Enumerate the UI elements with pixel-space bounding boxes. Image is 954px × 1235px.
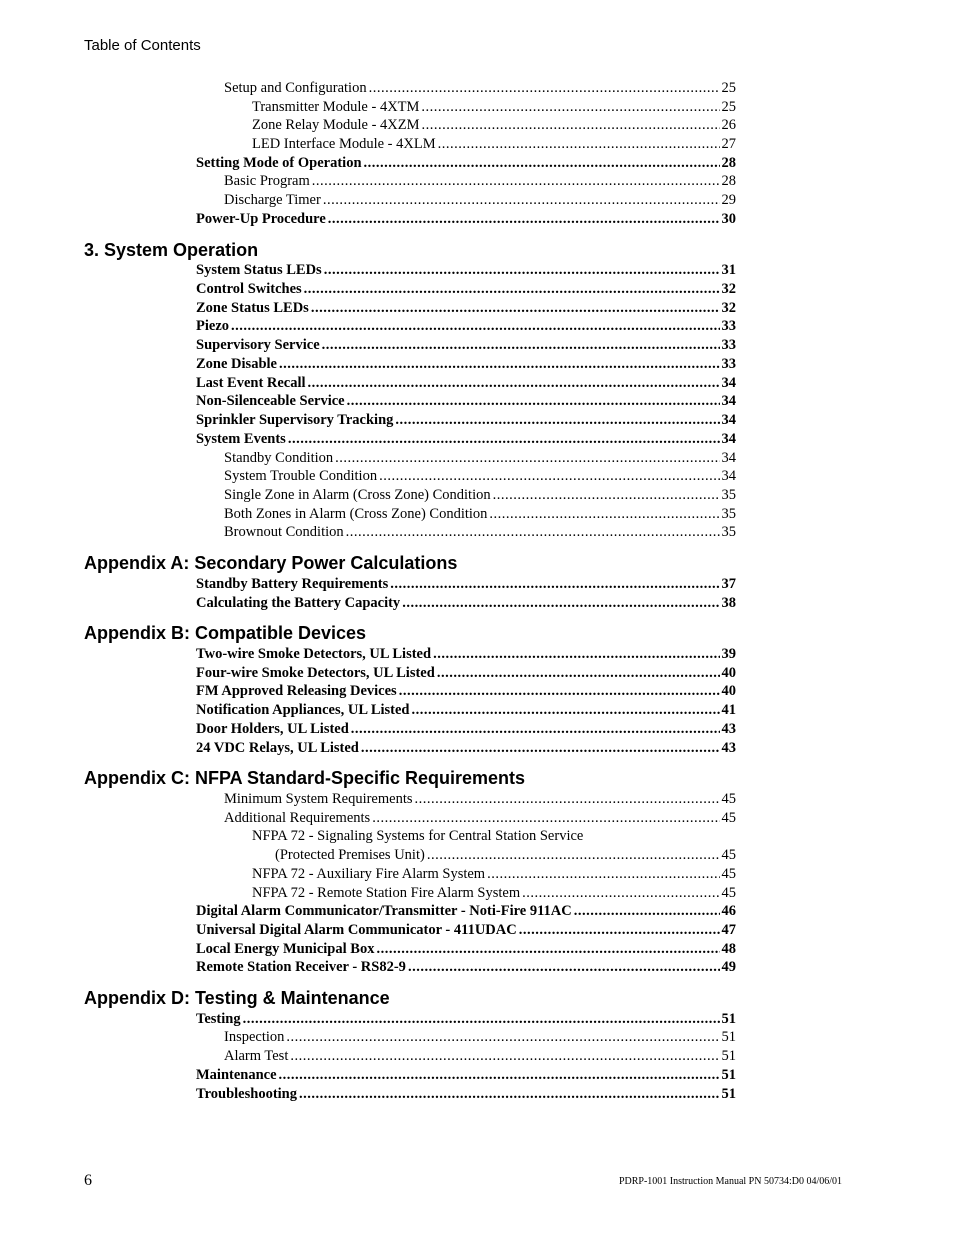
toc-entry-title: Both Zones in Alarm (Cross Zone) Condition [224, 506, 488, 522]
toc-entry[interactable] [196, 575, 736, 594]
leader-dots [346, 523, 720, 542]
leader-dots [312, 172, 720, 191]
leader-dots [390, 575, 719, 594]
toc-entry[interactable] [196, 701, 736, 720]
leader-dots [415, 790, 720, 809]
toc-entry[interactable] [196, 392, 736, 411]
toc-entry-page: 38 [721, 595, 736, 611]
toc-entry-page: 28 [721, 155, 736, 171]
toc-entry-title: Inspection [224, 1029, 285, 1045]
toc-entry[interactable] [252, 135, 736, 154]
leader-dots [308, 374, 720, 393]
leader-dots [322, 336, 720, 355]
toc-entry[interactable] [196, 1010, 736, 1029]
leader-dots [288, 430, 720, 449]
toc-entry-title: FM Approved Releasing Devices [196, 683, 397, 699]
toc-entry[interactable] [196, 902, 736, 921]
toc-entry-page: 35 [721, 506, 736, 522]
toc-entry[interactable] [196, 210, 736, 229]
toc-entry-title: Setup and Configuration [224, 80, 367, 96]
leader-dots [372, 809, 719, 828]
toc-entry[interactable] [196, 280, 736, 299]
toc-entry[interactable] [196, 430, 736, 449]
toc-entry[interactable] [196, 261, 736, 280]
toc-entry[interactable] [196, 1066, 736, 1085]
toc-entry-title: Remote Station Receiver - RS82-9 [196, 959, 406, 975]
toc-entry-page: 40 [721, 683, 736, 699]
toc-entry-title: Local Energy Municipal Box [196, 941, 375, 957]
toc-entry-page: 34 [721, 431, 736, 447]
leader-dots [522, 884, 719, 903]
toc-entry[interactable] [196, 594, 736, 613]
toc-entry[interactable] [196, 958, 736, 977]
leader-dots [279, 355, 720, 374]
leader-dots [422, 116, 720, 135]
toc-entry[interactable] [224, 1047, 736, 1066]
section-heading[interactable]: Appendix A: Secondary Power Calculations [84, 553, 458, 573]
toc-entry[interactable] [196, 739, 736, 758]
leader-dots [376, 940, 719, 959]
toc-entry[interactable] [252, 98, 736, 117]
toc-entry-page: 43 [721, 721, 736, 737]
toc-entry-page: 39 [721, 646, 736, 662]
toc-entry-page: 33 [721, 318, 736, 334]
toc-entry-page: 25 [721, 80, 736, 96]
toc-entry-title: Calculating the Battery Capacity [196, 595, 401, 611]
toc-entry-page: 45 [721, 791, 736, 807]
toc-entry-title: Brownout Condition [224, 524, 344, 540]
toc-entry[interactable] [252, 116, 736, 135]
toc-entry[interactable] [252, 865, 736, 884]
toc-entry-page: 26 [721, 117, 736, 133]
leader-dots [402, 594, 719, 613]
toc-entry-title: Zone Disable [196, 356, 277, 372]
toc-entry-title: NFPA 72 - Remote Station Fire Alarm System [252, 885, 521, 901]
toc-entry-page: 32 [721, 300, 736, 316]
toc-entry[interactable] [196, 1085, 736, 1104]
toc-entry-page: 46 [721, 903, 736, 919]
toc-entry[interactable] [224, 790, 736, 809]
toc-entry-title: Door Holders, UL Listed [196, 721, 349, 737]
document-footer: PDRP-1001 Instruction Manual PN 50734:D0 04/06/01 [618, 1176, 842, 1187]
toc-entry[interactable] [196, 940, 736, 959]
toc-entry[interactable] [224, 191, 736, 210]
section-heading[interactable]: Appendix D: Testing & Maintenance [84, 988, 390, 1008]
toc-entry[interactable] [224, 79, 736, 98]
leader-dots [243, 1010, 720, 1029]
toc-entry-page: 33 [721, 337, 736, 353]
toc-entry-title: Basic Program [224, 173, 310, 189]
toc-entry[interactable] [196, 921, 736, 940]
toc-entry[interactable] [224, 523, 736, 542]
leader-dots [324, 261, 720, 280]
section-heading[interactable]: Appendix C: NFPA Standard-Specific Requirements [84, 768, 526, 788]
leader-dots [433, 645, 719, 664]
toc-entry[interactable] [224, 449, 736, 468]
leader-dots [323, 191, 720, 210]
toc-entry[interactable] [196, 664, 736, 683]
toc-entry-page: 45 [721, 885, 736, 901]
toc-entry-title: Digital Alarm Communicator/Transmitter - Noti-Fire 911AC [196, 903, 572, 919]
toc-entry-page: 47 [721, 922, 736, 938]
toc-entry-title: Notification Appliances, UL Listed [196, 702, 410, 718]
toc-entry[interactable] [224, 1028, 736, 1047]
toc-entry-page: 33 [721, 356, 736, 372]
leader-dots [489, 505, 719, 524]
leader-dots [361, 739, 720, 758]
toc-entry[interactable] [196, 355, 736, 374]
toc-entry[interactable] [196, 645, 736, 664]
toc-entry-page: 51 [721, 1011, 736, 1027]
toc-entry-title: LED Interface Module - 4XLM [252, 136, 436, 152]
toc-entry-title: System Trouble Condition [224, 468, 378, 484]
toc-entry-page: 34 [721, 468, 736, 484]
toc-entry-page: 31 [721, 262, 736, 278]
leader-dots [351, 720, 720, 739]
toc-entry-title: Discharge Timer [224, 192, 321, 208]
toc-entry-page: 29 [721, 192, 736, 208]
toc-entry-title: Additional Requirements [224, 810, 371, 826]
toc-entry[interactable] [224, 505, 736, 524]
toc-entry[interactable] [196, 336, 736, 355]
toc-entry-page: 34 [721, 393, 736, 409]
toc-entry[interactable] [224, 172, 736, 191]
toc-entry-title: NFPA 72 - Auxiliary Fire Alarm System [252, 866, 486, 882]
running-header: Table of Contents [84, 37, 201, 54]
leader-dots [408, 958, 720, 977]
toc-entry-title: Last Event Recall [196, 375, 306, 391]
toc-entry-page: 40 [721, 665, 736, 681]
toc-entry-title: Single Zone in Alarm (Cross Zone) Condition [224, 487, 491, 503]
toc-entry-title: 24 VDC Relays, UL Listed [196, 740, 359, 756]
leader-dots [347, 392, 720, 411]
leader-dots [438, 135, 720, 154]
toc-entry-page: 37 [721, 576, 736, 592]
toc-entry[interactable] [196, 154, 736, 173]
toc-entry-page: 35 [721, 524, 736, 540]
leader-dots [304, 280, 720, 299]
toc-entry-title: Two-wire Smoke Detectors, UL Listed [196, 646, 432, 662]
toc-entry-title: Transmitter Module - 4XTM [252, 99, 420, 115]
leader-dots [335, 449, 719, 468]
toc-entry-page: 41 [721, 702, 736, 718]
toc-entry-page: 34 [721, 375, 736, 391]
leader-dots [412, 701, 720, 720]
toc-entry-title: Setting Mode of Operation [196, 155, 362, 171]
toc-entry[interactable] [196, 299, 736, 318]
toc-entry[interactable] [275, 846, 736, 865]
toc-entry-page: 32 [721, 281, 736, 297]
toc-entry-page: 45 [721, 847, 736, 863]
toc-entry-title: System Status LEDs [196, 262, 322, 278]
leader-dots [369, 79, 720, 98]
toc-entry-title: Alarm Test [224, 1048, 289, 1064]
leader-dots [519, 921, 720, 940]
toc-entry-title: Piezo [196, 318, 230, 334]
toc-entry[interactable] [252, 827, 736, 846]
toc-entry-page: 45 [721, 866, 736, 882]
page-number: 6 [84, 1172, 92, 1189]
toc-entry-page: 48 [721, 941, 736, 957]
toc-entry-title: Control Switches [196, 281, 302, 297]
toc-entry-title: Non-Silenceable Service [196, 393, 345, 409]
toc-entry-title: NFPA 72 - Signaling Systems for Central Station Service [252, 828, 584, 844]
toc-entry-page: 27 [721, 136, 736, 152]
section-heading[interactable]: 3. System Operation [84, 240, 259, 260]
leader-dots [311, 299, 720, 318]
toc-entry-page: 34 [721, 450, 736, 466]
toc-entry-page: 45 [721, 810, 736, 826]
leader-dots [493, 486, 720, 505]
toc-entry-page: 35 [721, 487, 736, 503]
section-heading[interactable]: Appendix B: Compatible Devices [84, 623, 367, 643]
toc-entry-title: Universal Digital Alarm Communicator - 411UDAC [196, 922, 517, 938]
toc-entry-title: Four-wire Smoke Detectors, UL Listed [196, 665, 435, 681]
toc-entry-title: Maintenance [196, 1067, 277, 1083]
leader-dots [427, 846, 720, 865]
toc-entry-page: 28 [721, 173, 736, 189]
leader-dots [487, 865, 719, 884]
leader-dots [437, 664, 720, 683]
leader-dots [379, 467, 719, 486]
toc-entry-title: Power-Up Procedure [196, 211, 326, 227]
toc-entry-title: Troubleshooting [196, 1086, 297, 1102]
toc-entry-page: 51 [721, 1067, 736, 1083]
toc-entry-title: (Protected Premises Unit) [275, 847, 425, 863]
toc-entry-page: 25 [721, 99, 736, 115]
toc-entry-title: System Events [196, 431, 286, 447]
toc-entry-title: Supervisory Service [196, 337, 320, 353]
toc-entry[interactable] [196, 374, 736, 393]
leader-dots [574, 902, 720, 921]
leader-dots [299, 1085, 720, 1104]
toc-entry-page: 51 [721, 1086, 736, 1102]
toc-entry[interactable] [196, 411, 736, 430]
toc-entry-title: Standby Condition [224, 450, 334, 466]
leader-dots [399, 682, 720, 701]
toc-entry-title: Sprinkler Supervisory Tracking [196, 412, 394, 428]
toc-entry[interactable] [224, 809, 736, 828]
toc-entry-page: 49 [721, 959, 736, 975]
leader-dots [231, 317, 719, 336]
leader-dots [395, 411, 719, 430]
leader-dots [279, 1066, 720, 1085]
toc-entry[interactable] [224, 467, 736, 486]
toc-entry[interactable] [224, 486, 736, 505]
toc-entry-page: 30 [721, 211, 736, 227]
toc-entry-page: 51 [721, 1048, 736, 1064]
toc-entry-title: Testing [196, 1011, 241, 1027]
toc-entry[interactable] [252, 884, 736, 903]
leader-dots [328, 210, 720, 229]
leader-dots [286, 1028, 719, 1047]
toc-entry[interactable] [196, 317, 736, 336]
toc-entry-page: 34 [721, 412, 736, 428]
toc-entry[interactable] [196, 682, 736, 701]
leader-dots [421, 98, 719, 117]
toc-entry-page: 43 [721, 740, 736, 756]
toc-entry-title: Zone Relay Module - 4XZM [252, 117, 420, 133]
leader-dots [364, 154, 720, 173]
toc-entry-title: Standby Battery Requirements [196, 576, 389, 592]
toc-entry-title: Minimum System Requirements [224, 791, 413, 807]
leader-dots [290, 1047, 719, 1066]
toc-entry-title: Zone Status LEDs [196, 300, 309, 316]
toc-entry-page: 51 [721, 1029, 736, 1045]
toc-entry[interactable] [196, 720, 736, 739]
